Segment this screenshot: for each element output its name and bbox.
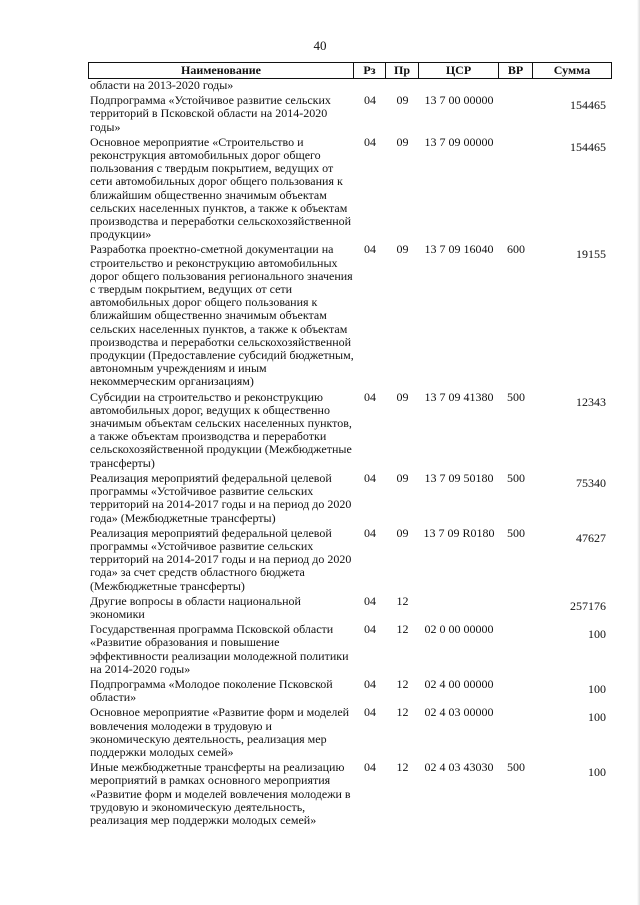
row-rz: 04 (364, 242, 376, 257)
table-row (88, 136, 612, 242)
row-name: Реализация мероприятий федеральной целевой программы «Устойчивое развитие сельских территорий на 2014-2017 годы и на период до 2020 года» за счет средств областного бюджета (Межбюджетные трансферты) (90, 525, 352, 593)
table-row (88, 678, 612, 704)
row-csr: 02 4 03 43030 (424, 760, 494, 775)
page-number: 40 (313, 38, 327, 53)
row-rz: 04 (364, 525, 376, 540)
table-row (88, 94, 612, 134)
budget-table (88, 62, 612, 829)
row-pr: 12 (396, 705, 409, 720)
row-sum: 100 (588, 627, 606, 642)
row-sum: 154465 (570, 139, 606, 154)
row-name: Другие вопросы в области национальной экономики (90, 593, 301, 621)
row-rz: 04 (364, 93, 376, 108)
row-name: Основное мероприятие «Строительство и реконструкция автомобильных дорог общего пользования с твердым покрытием, ведущих от сети автомобильных дорог общего пользования к ближайшим общественно значимым объектам сельских населенных пунктов, а также к объектам производства и переработки сельскохозяйственной продукции» (90, 134, 352, 242)
row-name: Государственная программа Псковской области «Развитие образования и повышение эффективности реализации молодежной политики на 2014-2020 годы» (90, 622, 349, 676)
row-vr: 600 (507, 242, 525, 257)
row-name: Подпрограмма «Устойчивое развитие сельских территорий в Псковской области на 2014-2020 годы» (90, 93, 331, 134)
row-csr: 02 0 00 00000 (424, 622, 494, 637)
row-vr: 500 (507, 760, 525, 775)
table-header (88, 62, 612, 79)
row-pr: 12 (396, 760, 409, 775)
row-pr: 09 (396, 389, 409, 404)
row-rz: 04 (364, 134, 376, 149)
row-name: Реализация мероприятий федеральной целевой программы «Устойчивое развитие сельских территорий на 2014-2017 годы и на период до 2020 года» (Межбюджетные трансферты) (90, 470, 352, 525)
row-csr: 13 7 09 00000 (424, 134, 494, 149)
row-sum: 100 (588, 765, 606, 780)
table-row (88, 623, 612, 676)
row-name: Субсидии на строительство и реконструкцию автомобильных дорог, ведущих к общественно значимым объектам сельских населенных пунктов, а также объектам производства и переработки сельскохозяйственной продукции (Межбюджетные трансферты) (90, 389, 352, 470)
row-vr: 500 (507, 525, 525, 540)
row-pr: 12 (396, 593, 409, 608)
table-row (88, 761, 612, 827)
row-pr: 09 (396, 525, 409, 540)
row-sum: 75340 (576, 475, 606, 490)
row-rz: 04 (364, 389, 376, 404)
header-sum: Сумма (533, 63, 612, 78)
header-rz: Рз (354, 63, 386, 78)
row-csr: 02 4 03 00000 (424, 705, 494, 720)
row-pr: 12 (396, 676, 409, 691)
row-csr: 13 7 09 16040 (424, 242, 494, 257)
header-name: Наименование (88, 63, 354, 78)
row-name: Подпрограмма «Молодое поколение Псковской области» (90, 676, 333, 705)
table-row (88, 243, 612, 388)
row-pr: 09 (396, 242, 409, 257)
row-sum: 19155 (576, 247, 606, 262)
row-pr: 09 (396, 134, 409, 149)
row-name: Основное мероприятие «Развитие форм и моделей вовлечения молодежи в трудовую и экономическую деятельность, реализация мер поддержки молодых семей» (90, 705, 350, 759)
row-sum: 257176 (570, 598, 606, 613)
row-csr: 13 7 00 00000 (424, 93, 494, 108)
row-pr: 09 (396, 93, 409, 108)
row-vr: 500 (507, 470, 525, 485)
header-vr: ВР (499, 63, 533, 78)
row-rz: 04 (364, 676, 376, 691)
row-pr: 09 (396, 470, 409, 485)
row-name: Разработка проектно-сметной документации на строительство и реконструкцию автомобильных дорог общего пользования регионального значения с твердым покрытием, ведущих от сети автомобильных дорог общего пользования к ближайшим общественно значимым объектам сельских населенных пунктов, а также к объектам производства и переработки сельскохозяйственной продукции (Предоставление субсидий бюджетным, автономным учреждениям и иным некоммерческим организациям) (90, 242, 354, 389)
row-csr: 02 4 00 00000 (424, 676, 494, 691)
row-rz: 04 (364, 470, 376, 485)
row-sum: 154465 (570, 98, 606, 113)
row-rz: 04 (364, 705, 376, 720)
table-row (88, 79, 612, 92)
table-row (88, 706, 612, 759)
row-csr: 13 7 09 50180 (424, 470, 494, 485)
row-pr: 12 (396, 622, 409, 637)
table-row (88, 391, 612, 470)
row-sum: 100 (588, 710, 606, 725)
row-rz: 04 (364, 622, 376, 637)
table-row (88, 527, 612, 593)
header-pr: Пр (386, 63, 419, 78)
row-csr: 13 7 09 41380 (424, 389, 494, 404)
row-rz: 04 (364, 593, 376, 608)
header-csr: ЦСР (419, 63, 499, 78)
table-row (88, 472, 612, 525)
row-sum: 100 (588, 681, 606, 696)
row-sum: 47627 (576, 530, 606, 545)
row-rz: 04 (364, 760, 376, 775)
row-vr: 500 (507, 389, 525, 404)
row-name: области на 2013-2020 годы» (90, 78, 234, 92)
row-sum: 12343 (576, 394, 606, 409)
row-name: Иные межбюджетные трансферты на реализацию мероприятий в рамках основного мероприятия «Развитие форм и моделей вовлечения молодежи в трудовую и экономическую деятельность, реализация мер поддержки молодых семей» (90, 760, 351, 827)
table-row (88, 595, 612, 621)
row-csr: 13 7 09 R0180 (423, 525, 495, 540)
